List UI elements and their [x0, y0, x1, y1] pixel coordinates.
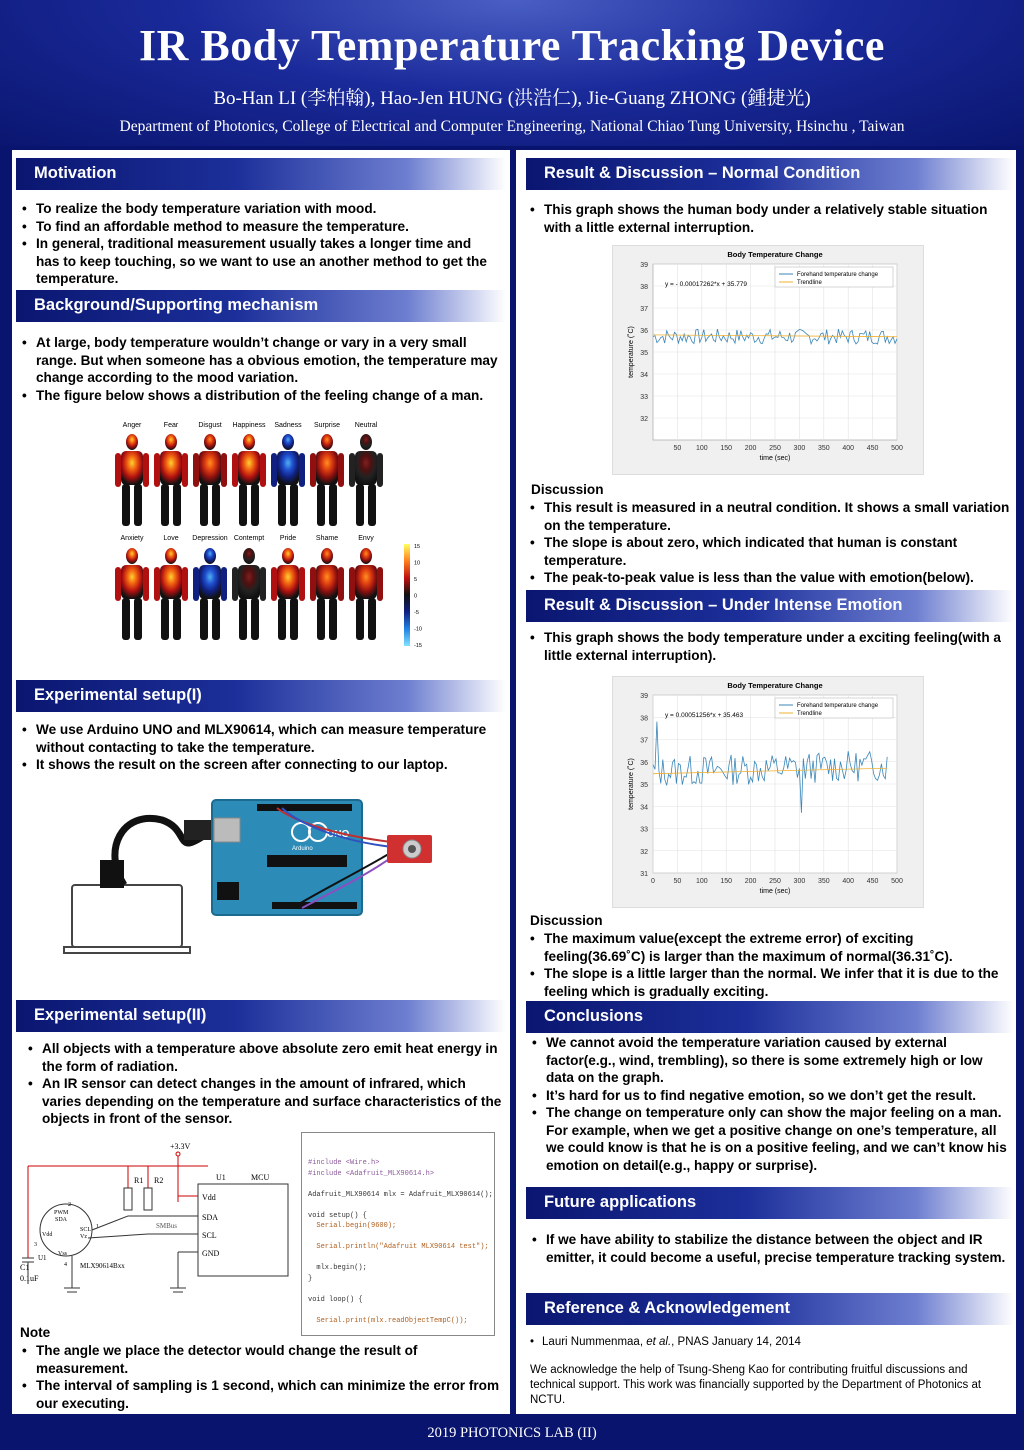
- y-axis-label: temperature (˚C): [628, 758, 635, 810]
- x-tick-label: 500: [891, 445, 903, 452]
- cap-value: 0.1uF: [20, 1274, 39, 1283]
- mcu-label: MCU: [251, 1173, 270, 1182]
- code-line: #include <Adafruit_MLX90614.h>: [308, 1169, 435, 1178]
- code-line: }: [308, 1274, 313, 1283]
- board-sub: Arduino: [292, 846, 313, 852]
- x-tick-label: 100: [695, 445, 708, 452]
- poster-header: [0, 0, 1024, 146]
- x-tick-label: 300: [793, 878, 806, 885]
- x-tick-label: 450: [866, 878, 879, 885]
- mcu-pin-sda: SDA: [202, 1213, 219, 1222]
- x-tick-label: 50: [673, 878, 682, 885]
- emotion-label: Fear: [163, 422, 179, 429]
- x-tick-label: 350: [817, 445, 830, 452]
- y-tick-label: 31: [640, 871, 648, 878]
- x-tick-label: 500: [891, 878, 903, 885]
- code-line: Serial.print(mlx.readObjectTempC());: [308, 1316, 468, 1325]
- legend-label: Forehand temperature change: [797, 703, 879, 709]
- y-tick-label: 33: [640, 826, 648, 834]
- mcu-pin-vdd: Vdd: [202, 1193, 216, 1202]
- normal-chart-svg: [613, 246, 925, 476]
- y-tick-label: 38: [640, 715, 648, 723]
- trend-equation: y = - 0.00017262*x + 35.779: [665, 281, 748, 288]
- y-tick-label: 39: [640, 693, 648, 700]
- code-line: [308, 1284, 488, 1295]
- emotion-discussion-title: Discussion: [530, 913, 603, 928]
- normal-discussion-title: Discussion: [531, 482, 604, 497]
- y-tick-label: 33: [640, 394, 648, 401]
- list-item: • In general, traditional measurement usually takes a longer time and has to keep touching, so we want to use an another method to get the temperature.: [20, 235, 495, 288]
- motivation-text: [20, 200, 495, 288]
- sensor-pin-sda: SDA: [55, 1217, 68, 1223]
- note-text: [20, 1342, 500, 1412]
- code-line: mlx.begin();: [308, 1264, 367, 1272]
- list-item: • The figure below shows a distribution of the feeling change of a man.: [20, 387, 500, 405]
- list-item: • This result is measured in a neutral condition. It shows a small variation on the temperature.: [528, 499, 1013, 534]
- x-tick-label: 250: [769, 445, 781, 452]
- list-item: • At large, body temperature wouldn’t change or vary in a very small range. But when someone has a obvious emotion, the temperature may change according to the mood variation.: [20, 334, 500, 387]
- x-axis-label: time (sec): [759, 888, 791, 895]
- list-item: • To find an affordable method to measure the temperature.: [20, 218, 495, 236]
- emotion-label: Happiness: [232, 422, 266, 429]
- emotion-label: Shame: [315, 535, 339, 542]
- x-tick-label: 200: [744, 445, 757, 452]
- colorbar: [404, 544, 410, 646]
- future-text: [530, 1231, 1014, 1266]
- laptop-icon: [72, 885, 182, 947]
- pin-num-1: 1: [96, 1224, 99, 1230]
- x-tick-label: 400: [842, 878, 855, 885]
- legend-label: Forehand temperature change: [797, 272, 879, 278]
- reference-etal: et al.: [646, 1336, 672, 1348]
- emotion-chart: [612, 676, 924, 908]
- list-item: • The slope is a little larger than the normal. We infer that it is due to the feeling which is gradually exciting.: [528, 965, 1013, 1000]
- mcu-pin-scl: SCL: [202, 1231, 217, 1240]
- pin-num-4: 4: [64, 1262, 67, 1268]
- colorbar-tick: 10: [414, 560, 421, 567]
- background-text: [20, 334, 500, 404]
- setup1-heading: Experimental setup(I): [16, 680, 506, 712]
- code-line: Serial.println("Adafruit MLX90614 test");: [308, 1243, 489, 1251]
- body-figure: [154, 548, 188, 640]
- body-figure: [271, 434, 305, 526]
- sensor-pin-pwm: PWM: [54, 1210, 69, 1216]
- list-item: • It’s hard for us to find negative emotion, so we don’t get the result.: [530, 1087, 1014, 1105]
- code-line: Serial.begin(9600);: [308, 1222, 397, 1230]
- cap-label: C1: [20, 1263, 30, 1272]
- body-figure: [349, 548, 383, 640]
- list-item: • We cannot avoid the temperature variation caused by external factor(e.g., wind, trembling), so there is some extremely high or low data on the graph.: [530, 1034, 1014, 1087]
- y-axis-label: temperature (˚C): [628, 326, 635, 378]
- list-item: • All objects with a temperature above absolute zero emit heat energy in the form of radiation.: [26, 1040, 502, 1075]
- list-item: • The peak-to-peak value is less than the value with emotion(below).: [528, 569, 1013, 587]
- emotion-discussion: [528, 930, 1013, 1000]
- x-axis-label: time (sec): [759, 455, 791, 462]
- y-tick-label: 35: [640, 350, 648, 357]
- body-map-figure: [92, 416, 422, 651]
- legend-label: Trendline: [797, 711, 822, 717]
- y-tick-label: 32: [640, 848, 648, 856]
- y-tick-label: 34: [640, 372, 648, 379]
- body-figure: [310, 548, 344, 640]
- body-figure: [271, 548, 305, 640]
- x-tick-label: 400: [842, 445, 855, 452]
- y-tick-label: 36: [640, 759, 648, 767]
- list-item: • We use Arduino UNO and MLX90614, which can measure temperature without contacting to take the temperature.: [20, 721, 500, 756]
- colorbar-tick: 0: [414, 593, 418, 600]
- setup1-text: [20, 721, 500, 774]
- emotion-intro-item: • This graph shows the body temperature under a exciting feeling(with a little external interruption).: [528, 629, 1008, 664]
- normal-discussion: [528, 499, 1013, 587]
- emotion-label: Surprise: [313, 422, 341, 429]
- x-tick-label: 0: [651, 878, 655, 885]
- list-item: • The maximum value(except the extreme error) of exciting feeling(36.69˚C) is larger than the maximum of normal(36.31˚C).: [528, 930, 1013, 965]
- list-item: • The angle we place the detector would change the result of measurement.: [20, 1342, 500, 1377]
- circuit-diagram: [18, 1138, 298, 1308]
- y-tick-label: 36: [640, 328, 648, 335]
- body-map-svg: [92, 416, 422, 651]
- emotion-intro: [528, 629, 1008, 664]
- note-list: [20, 1342, 500, 1412]
- emotion-label: Sadness: [274, 422, 302, 429]
- body-figure: [232, 548, 266, 640]
- code-line: Adafruit_MLX90614 mlx = Adafruit_MLX90614();: [308, 1190, 493, 1199]
- body-figure: [154, 434, 188, 526]
- background-heading: Background/Supporting mechanism: [16, 290, 506, 322]
- y-tick-label: 37: [640, 306, 648, 313]
- sensor-part-label: MLX90614Bxx: [80, 1262, 125, 1270]
- future-heading: Future applications: [526, 1187, 1014, 1219]
- emotion-label: Anger: [122, 422, 142, 429]
- normal-chart: [612, 245, 924, 475]
- emotion-label: Pride: [279, 535, 297, 542]
- circuit-svg: [18, 1138, 298, 1308]
- list-item: • The change on temperature only can show the major feeling on a man. For example, when we get a positive change on one’s temperature, all we could know is that he is on a positive feeling, and we can’t know his emotion on detail(e.g., happy or surprise).: [530, 1104, 1014, 1174]
- normal-intro: [528, 201, 1008, 236]
- reference-heading: Reference & Acknowledgement: [526, 1293, 1014, 1325]
- vcc-label: +3.3V: [170, 1142, 191, 1151]
- y-tick-label: 38: [640, 284, 648, 291]
- x-tick-label: 200: [744, 878, 757, 885]
- motivation-heading: Motivation: [16, 158, 506, 190]
- r1-label: R1: [134, 1176, 144, 1185]
- x-tick-label: 100: [695, 878, 708, 885]
- smbus-label: SMBus: [156, 1222, 178, 1230]
- affiliation: Department of Photonics, College of Electrical and Computer Engineering, National Chiao Tung University, Hsinchu , Taiwan: [119, 118, 905, 135]
- setup2-heading: Experimental setup(II): [16, 1000, 506, 1032]
- conclusions-text: [530, 1034, 1014, 1174]
- sensor-pin-scl: SCL: [80, 1227, 92, 1233]
- poster-title: IR Body Temperature Tracking Device: [139, 21, 885, 70]
- left-column: [12, 150, 510, 1414]
- u1-label: U1: [216, 1173, 226, 1182]
- body-figure: [193, 548, 227, 640]
- x-tick-label: 250: [769, 878, 781, 885]
- code-line: void loop() {: [308, 1295, 363, 1304]
- note-title: Note: [20, 1325, 51, 1340]
- list-item: • If we have ability to stabilize the distance between the object and IR emitter, it could become a useful, precise temperature tracking system.: [530, 1231, 1014, 1266]
- list-item: • An IR sensor can detect changes in the amount of infrared, which varies depending on the temperature and surface characteristics of the objects in front of the sensor.: [26, 1075, 502, 1128]
- mcu-pin-gnd: GND: [202, 1249, 220, 1258]
- y-tick-label: 35: [640, 782, 648, 789]
- list-item: • The slope is about zero, which indicated that human is constant temperature.: [528, 534, 1013, 569]
- code-line: [308, 1326, 488, 1336]
- normal-heading: Result & Discussion – Normal Condition: [526, 158, 1014, 190]
- normal-discussion-list: [528, 499, 1013, 587]
- body-figure: [310, 434, 344, 526]
- body-figure: [193, 434, 227, 526]
- x-tick-label: 50: [673, 445, 682, 452]
- body-figure: [349, 434, 383, 526]
- body-figure: [115, 434, 149, 526]
- code-line: void setup() {: [308, 1211, 367, 1220]
- arduino-figure: [62, 790, 452, 970]
- legend-label: Trendline: [797, 280, 822, 286]
- emotion-heading: Result & Discussion – Under Intense Emotion: [526, 590, 1014, 622]
- emotion-label: Love: [163, 535, 179, 542]
- reference-item: • Lauri Nummenmaa, et al., PNAS January 14, 2014: [530, 1336, 801, 1348]
- future-list: [530, 1231, 1014, 1266]
- pin-num-3: 3: [34, 1242, 37, 1248]
- code-line: #include <Wire.h>: [308, 1159, 380, 1167]
- chart-title: Body Temperature Change: [727, 250, 823, 259]
- conclusions-list: [530, 1034, 1014, 1174]
- sensor-u-label: U1: [38, 1254, 47, 1262]
- code-line: [308, 1179, 488, 1190]
- emotion-discussion-list: [528, 930, 1013, 1000]
- colorbar-tick: -15: [414, 643, 422, 649]
- y-tick-label: 32: [640, 416, 648, 423]
- list-item: • The interval of sampling is 1 second, which can minimize the error from our executing.: [20, 1377, 500, 1412]
- code-line: [308, 1200, 488, 1211]
- arduino-code: [301, 1132, 495, 1336]
- emotion-chart-svg: [613, 677, 925, 909]
- x-tick-label: 350: [817, 878, 830, 885]
- emotion-label: Disgust: [198, 422, 222, 429]
- setup1-list: [20, 721, 500, 774]
- x-tick-label: 300: [793, 445, 806, 452]
- right-column: [516, 150, 1016, 1414]
- setup2-list: [26, 1040, 502, 1128]
- list-item: • It shows the result on the screen after connecting to our laptop.: [20, 756, 500, 774]
- emotion-label: Depression: [192, 535, 228, 542]
- sensor-pin-vz: Vz: [80, 1234, 87, 1240]
- body-figure: [232, 434, 266, 526]
- code-line: [308, 1232, 488, 1243]
- emotion-label: Envy: [358, 535, 374, 542]
- pin-num-2: 2: [68, 1202, 71, 1208]
- y-tick-label: 34: [640, 804, 648, 812]
- sensor-pin-vss: Vss: [58, 1251, 68, 1257]
- emotion-label: Contempt: [233, 535, 265, 542]
- list-item: • To realize the body temperature variation with mood.: [20, 200, 495, 218]
- colorbar-tick: -10: [414, 626, 422, 633]
- authors: Bo-Han LI (李柏翰), Hao-Jen HUNG (洪浩仁), Jie-Guang ZHONG (鍾捷光): [213, 88, 811, 109]
- background-list: [20, 334, 500, 404]
- acknowledgement: We acknowledge the help of Tsung-Sheng Kao for contributing fruitful discussions and technical support. This work was financially supported by the Department of Photonics at NCTU.: [530, 1364, 982, 1406]
- code-line: [308, 1253, 488, 1264]
- code-lines: [308, 1158, 493, 1336]
- sensor-pin-vdd: Vdd: [42, 1232, 53, 1238]
- poster-footer: 2019 PHOTONICS LAB (II): [427, 1425, 597, 1441]
- x-tick-label: 150: [720, 445, 733, 452]
- board-label: UNO: [327, 829, 350, 840]
- x-tick-label: 450: [866, 445, 879, 452]
- reference-author: Lauri Nummenmaa,: [542, 1336, 647, 1348]
- emotion-label: Neutral: [354, 422, 378, 429]
- motivation-list: [20, 200, 495, 288]
- conclusions-heading: Conclusions: [526, 1001, 1014, 1033]
- y-tick-label: 37: [640, 737, 648, 745]
- body-figure: [115, 548, 149, 640]
- normal-intro-item: • This graph shows the human body under a relatively stable situation with a little external interruption.: [528, 201, 1008, 236]
- colorbar-tick: 5: [414, 577, 418, 583]
- code-line: [308, 1305, 488, 1316]
- trend-equation: y = 0.00051256*x + 35.463: [665, 712, 744, 719]
- setup2-text: [26, 1040, 502, 1128]
- y-tick-label: 39: [640, 262, 648, 269]
- colorbar-tick: 15: [414, 544, 421, 550]
- r2-label: R2: [154, 1176, 164, 1185]
- reference-rest: , PNAS January 14, 2014: [671, 1336, 801, 1348]
- chart-title: Body Temperature Change: [727, 681, 823, 690]
- emotion-label: Anxiety: [120, 535, 144, 542]
- x-tick-label: 150: [720, 878, 733, 885]
- arduino-svg: [62, 790, 452, 970]
- colorbar-tick: -5: [414, 610, 419, 616]
